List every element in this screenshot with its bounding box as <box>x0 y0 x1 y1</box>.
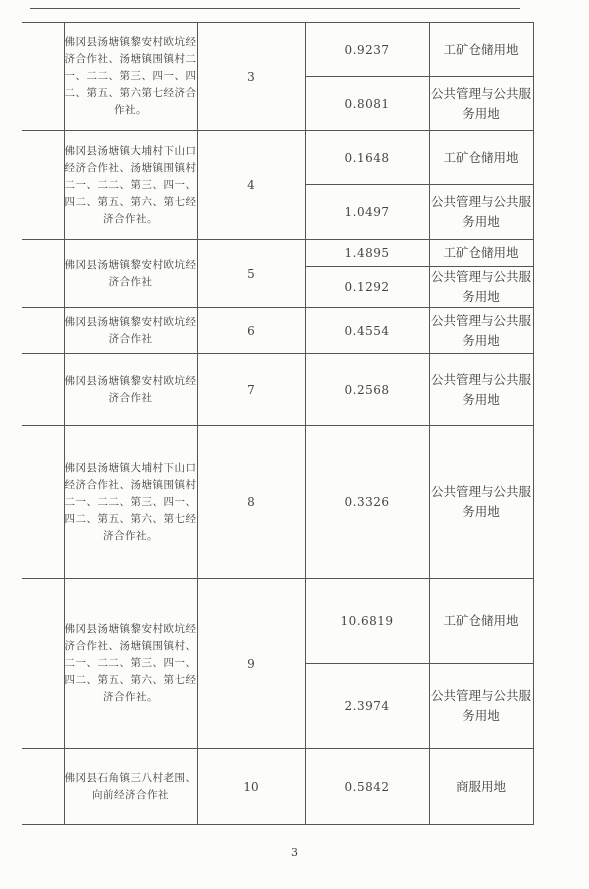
land-use-cell: 公共管理与公共服务用地 <box>429 426 533 579</box>
land-use-cell: 工矿仓储用地 <box>429 240 533 267</box>
blank-cell <box>22 131 64 240</box>
area-cell: 10.6819 <box>305 579 429 664</box>
area-cell: 0.1292 <box>305 267 429 308</box>
area-cell: 0.4554 <box>305 308 429 354</box>
row-number: 6 <box>197 308 305 354</box>
land-use-cell: 工矿仓储用地 <box>429 579 533 664</box>
area-cell: 2.3974 <box>305 664 429 749</box>
land-use-cell: 公共管理与公共服务用地 <box>429 185 533 240</box>
table-row <box>22 308 533 354</box>
land-use-cell: 公共管理与公共服务用地 <box>429 308 533 354</box>
area-cell: 1.0497 <box>305 185 429 240</box>
table-row <box>22 131 533 185</box>
row-number: 7 <box>197 354 305 426</box>
land-use-cell: 工矿仓储用地 <box>429 131 533 185</box>
area-cell: 0.3326 <box>305 426 429 579</box>
table-row <box>22 23 533 77</box>
page-number: 3 <box>291 846 298 859</box>
seller-cell: 佛冈县汤塘镇大埔村下山口经济合作社、汤塘镇围镇村二一、二二、第三、四一、四二、第五、第六、第七经济合作社。 <box>64 131 197 240</box>
area-cell: 1.4895 <box>305 240 429 267</box>
land-use-cell: 公共管理与公共服务用地 <box>429 77 533 131</box>
seller-cell: 佛冈县汤塘镇黎安村欧坑经济合作社 <box>64 240 197 308</box>
row-number: 9 <box>197 579 305 749</box>
land-use-cell: 公共管理与公共服务用地 <box>429 354 533 426</box>
area-cell: 0.8081 <box>305 77 429 131</box>
row-number: 5 <box>197 240 305 308</box>
table-row <box>22 240 533 267</box>
blank-cell <box>22 354 64 426</box>
table-row <box>22 749 533 825</box>
area-cell: 0.1648 <box>305 131 429 185</box>
row-number: 3 <box>197 23 305 131</box>
area-cell: 0.5842 <box>305 749 429 825</box>
seller-cell: 佛冈县汤塘镇黎安村欧坑经济合作社、汤塘镇围镇村二一、二二、第三、四一、四二、第五、第六第七经济合作社。 <box>64 23 197 131</box>
row-number: 4 <box>197 131 305 240</box>
blank-cell <box>22 23 64 131</box>
seller-cell: 佛冈县汤塘镇黎安村欧坑经济合作社 <box>64 354 197 426</box>
seller-cell: 佛冈县汤塘镇黎安村欧坑经济合作社、汤塘镇围镇村、二一、二二、第三、四一、四二、第五、第六、第七经济合作社。 <box>64 579 197 749</box>
top-rule <box>30 8 520 9</box>
land-table <box>22 22 534 825</box>
row-number: 8 <box>197 426 305 579</box>
seller-cell: 佛冈县汤塘镇大埔村下山口经济合作社、汤塘镇围镇村二一、二二、第三、四一、四二、第五、第六、第七经济合作社。 <box>64 426 197 579</box>
blank-cell <box>22 579 64 749</box>
table-row <box>22 354 533 426</box>
area-cell: 0.9237 <box>305 23 429 77</box>
blank-cell <box>22 749 64 825</box>
blank-cell <box>22 240 64 308</box>
area-cell: 0.2568 <box>305 354 429 426</box>
land-use-cell: 公共管理与公共服务用地 <box>429 267 533 308</box>
land-use-cell: 商服用地 <box>429 749 533 825</box>
blank-cell <box>22 426 64 579</box>
land-use-cell: 公共管理与公共服务用地 <box>429 664 533 749</box>
table-row <box>22 579 533 664</box>
blank-cell <box>22 308 64 354</box>
land-use-cell: 工矿仓储用地 <box>429 23 533 77</box>
row-number: 10 <box>197 749 305 825</box>
seller-cell: 佛冈县汤塘镇黎安村欧坑经济合作社 <box>64 308 197 354</box>
seller-cell: 佛冈县石角镇三八村老围、向前经济合作社 <box>64 749 197 825</box>
table-row <box>22 426 533 579</box>
